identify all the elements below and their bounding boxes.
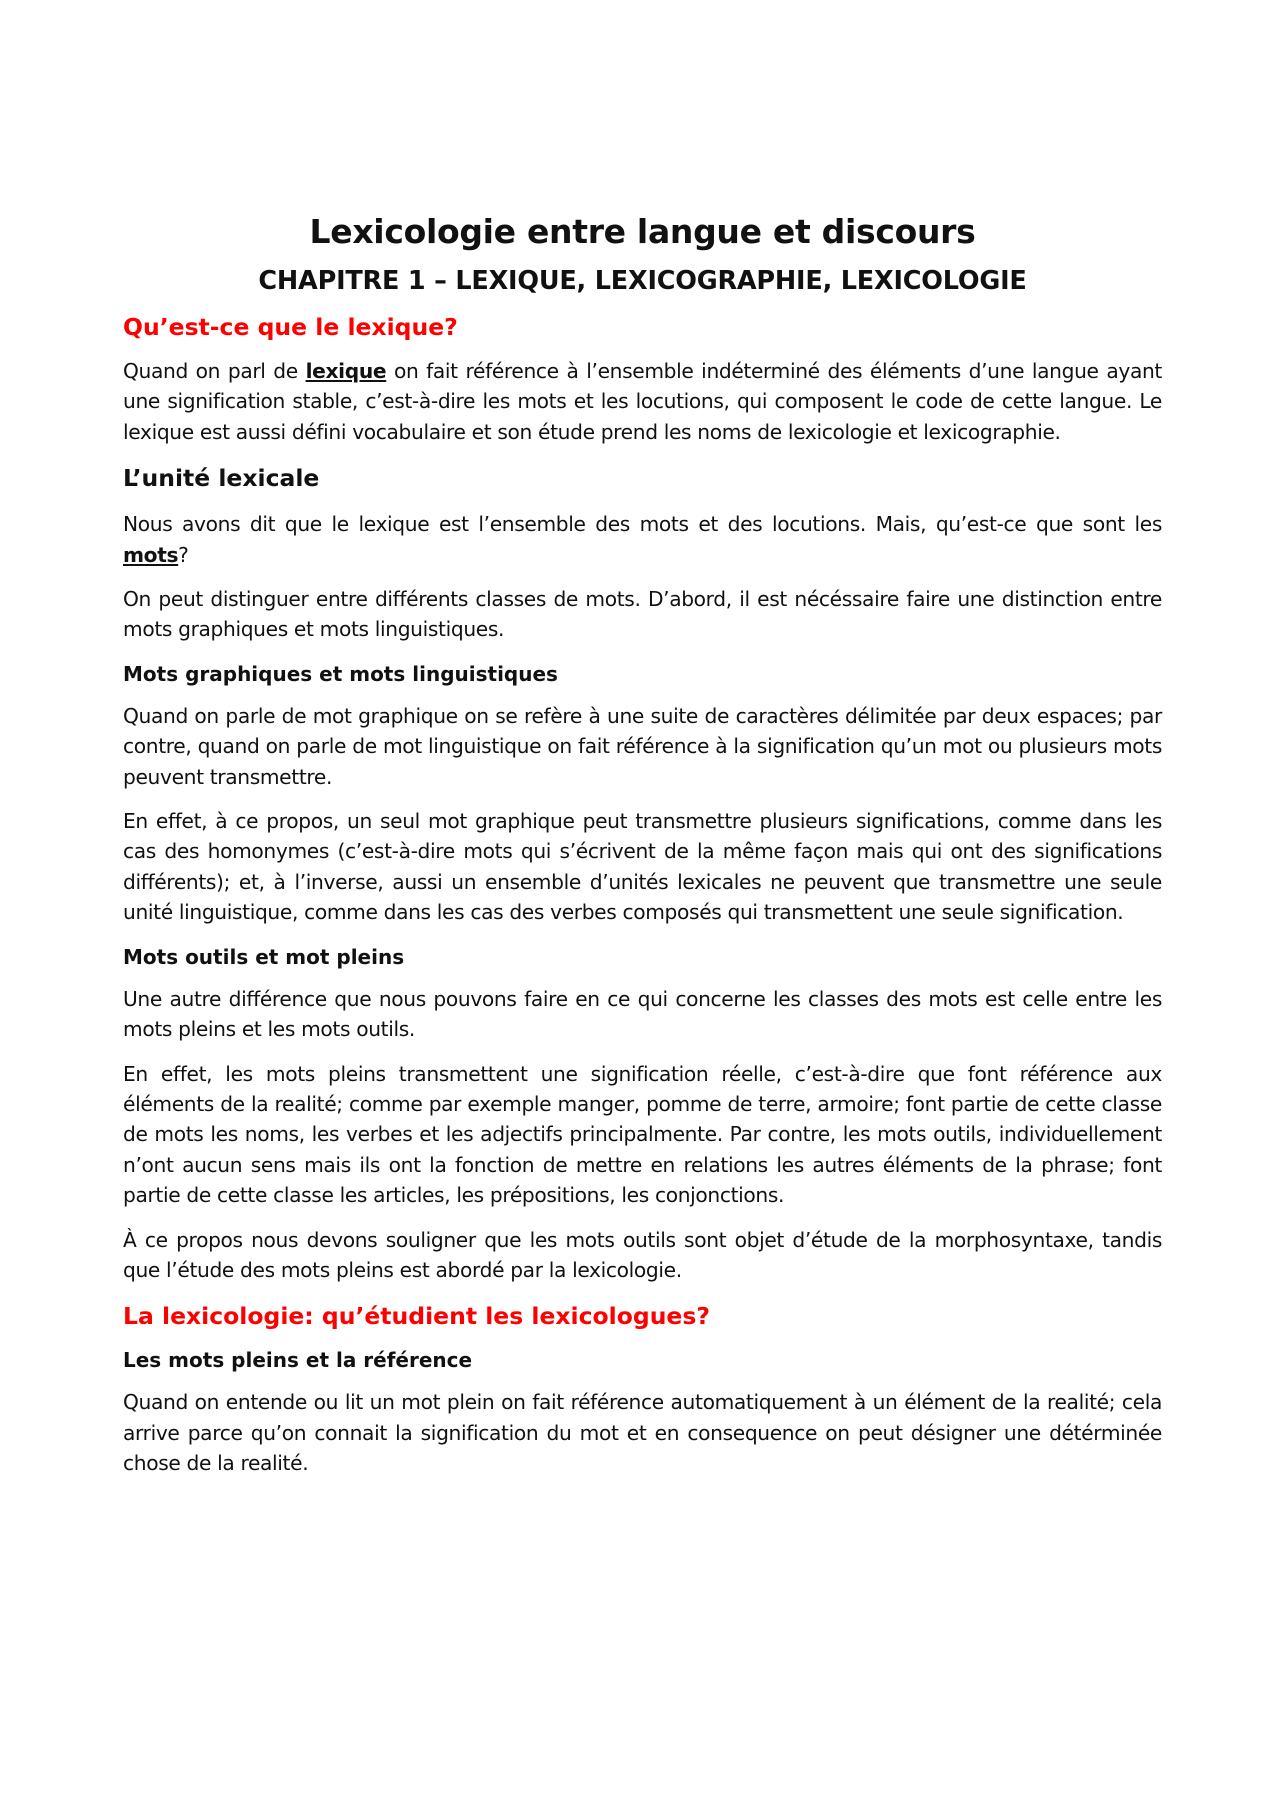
paragraph-mots-pleins-outils: Une autre différence que nous pouvons faire en ce qui concerne les classes des mots est celle entre les mots pleins et les mots outils.: [123, 986, 1162, 1042]
keyword-mots: mots: [123, 542, 179, 567]
text-span: ?: [178, 542, 189, 567]
document-title: Lexicologie entre langue et discours: [309, 212, 976, 251]
text-span: Nous avons dit que le lexique est l’ensemble des mots et des locutions. Mais, qu’est-ce que sont les: [123, 512, 1162, 537]
paragraph-lexique-definition: [123, 356, 1162, 447]
section-heading-lexicologie: La lexicologie: qu’étudient les lexicologues?: [123, 1302, 710, 1331]
section-heading-lexique: Qu’est-ce que le lexique?: [123, 313, 458, 341]
chapter-title: CHAPITRE 1 – LEXIQUE, LEXICOGRAPHIE, LEXICOLOGIE: [258, 266, 1027, 296]
paragraph-mots-question: [123, 509, 1162, 570]
text-span: on fait référence à l’ensemble indéterminé des éléments d’une langue ayant une signification stable, c’est-à-dire les mots et les locutions, qui composent le code de cette langue. Le lexique est aussi défini vocabulaire et son étude prend les noms de lexicologie et lexicographie.: [123, 359, 1162, 444]
subheading-reference: Les mots pleins et la référence: [123, 1348, 473, 1373]
section-heading-unite-lexicale: L’unité lexicale: [123, 464, 320, 493]
subheading-mots-outils: Mots outils et mot pleins: [123, 944, 405, 969]
text-span: Quand on parl de: [123, 359, 306, 383]
paragraph-reference: Quand on entende ou lit un mot plein on fait référence automatiquement à un élément de la realité; cela arrive parce qu’on connait la signification du mot et en consequence on peut désigner une détérminée chose de la realité.: [123, 1390, 1162, 1476]
paragraph-mot-graphique: Quand on parle de mot graphique on se refère à une suite de caractères délimitée par deux espaces; par contre, quand on parle de mot linguistique on fait référence à la signification qu’un mot ou plusieurs mots peuvent transmettre.: [123, 703, 1162, 789]
paragraph-signification-reelle: En effet, les mots pleins transmettent une signification réelle, c’est-à-dire que font référence aux éléments de la realité; comme par exemple manger, pomme de terre, armoire; font partie de cette classe de mots les noms, les verbes et les adjectifs principalmente. Par contre, les mots outils, individuellement n’ont aucun sens mais ils ont la fonction de mettre en relations les autres éléments de la phrase; font partie de cette classe les articles, les prépositions, les conjonctions.: [123, 1061, 1162, 1208]
paragraph-homonymes: En effet, à ce propos, un seul mot graphique peut transmettre plusieurs significations, comme dans les cas des homonymes (c’est-à-dire mots qui s’écrivent de la même façon mais qui ont des significations différents); et, à l’inverse, aussi un ensemble d’unités lexicales ne peuvent que transmettre une seule unité linguistique, comme dans les cas des verbes composés qui transmettent une seule signification.: [123, 809, 1162, 925]
paragraph-classes-de-mots: On peut distinguer entre différents classes de mots. D’abord, il est nécéssaire faire une distinction entre mots graphiques et mots linguistiques.: [123, 587, 1162, 642]
paragraph-morphosyntaxe: À ce propos nous devons souligner que les mots outils sont objet d’étude de la morphosyntaxe, tandis que l’étude des mots pleins est abordé par la lexicologie.: [123, 1227, 1162, 1282]
keyword-lexique: lexique: [305, 359, 387, 383]
subheading-mots-graphiques: Mots graphiques et mots linguistiques: [123, 661, 558, 686]
